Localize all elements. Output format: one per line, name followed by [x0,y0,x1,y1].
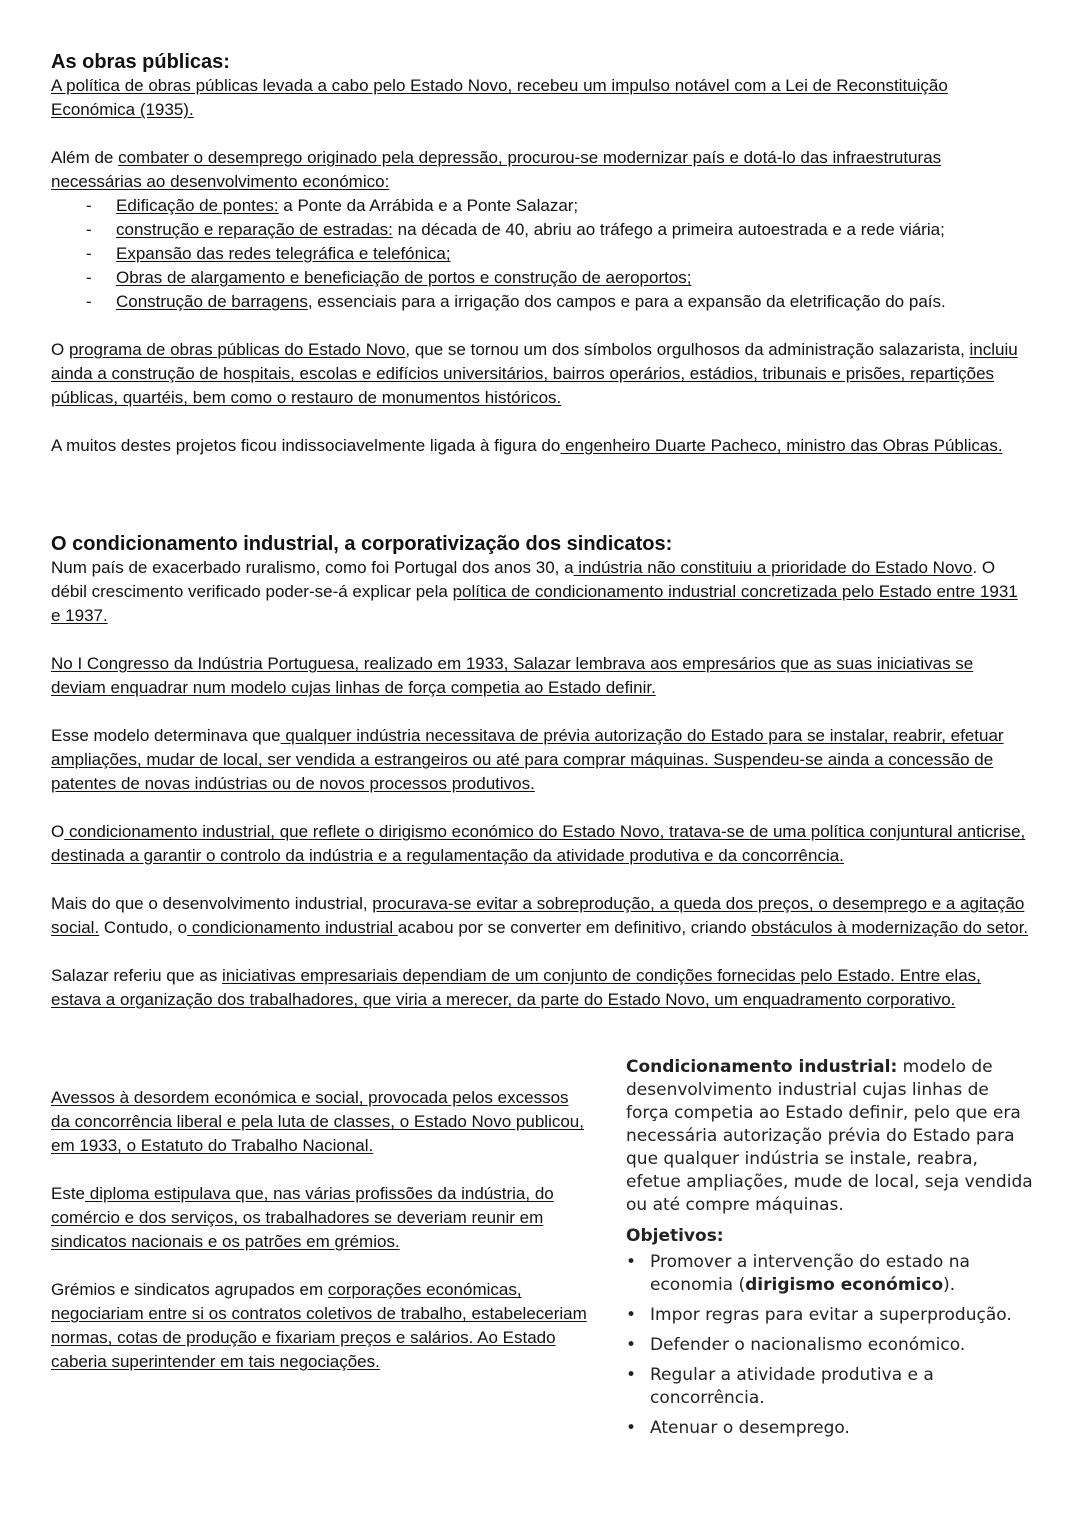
paragraph: Avessos à desordem económica e social, provocada pelos excessos da concorrência liberal e pela luta de classes, o Estado Novo publicou, em 1933, o Estatuto do Trabalho Nacional. [51,1088,584,1155]
list-item: - construção e reparação de estradas: na década de 40, abriu ao tráfego a primeira autoestrada e a rede viária; [51,218,1031,242]
list-item: - Expansão das redes telegráfica e telefónica; [51,242,1031,266]
paragraph: O condicionamento industrial, que reflete o dirigismo económico do Estado Novo, tratava-se de uma política conjuntural anticrise, destinada a garantir o controlo da indústria e a regulamentação da atividade produtiva e da concorrência. [51,822,1026,865]
list-item: - Construção de barragens, essenciais para a irrigação dos campos e para a expansão da eletrificação do país. [51,290,1031,314]
paragraph: Esse modelo determinava que qualquer indústria necessitava de prévia autorização do Estado para se instalar, reabrir, efetuar ampliações, mudar de local, ser vendida a estrangeiros ou até para comprar máquinas. Suspendeu-se ainda a concessão de patentes de novas indústrias ou de novos processos produtivos. [51,726,1004,793]
objectives-title: Objetivos: [626,1226,724,1246]
paragraph: Num país de exacerbado ruralismo, como foi Portugal dos anos 30, a indústria não constituiu a prioridade do Estado Novo. O débil crescimento verificado poder-se-á explicar pela política de condicionamento industrial concretizada pelo Estado entre 1931 e 1937. [51,558,1018,625]
paragraph: Grémios e sindicatos agrupados em corporações económicas, negociariam entre si os contratos coletivos de trabalho, estabeleceriam normas, cotas de produção e fixariam preços e salários. Ao Estado caberia superintender em tais negociações. [51,1280,587,1371]
list-item: - Obras de alargamento e beneficiação de portos e construção de aeroportos; [51,266,1031,290]
paragraph: A muitos destes projetos ficou indissociavelmente ligada à figura do engenheiro Duarte Pacheco, ministro das Obras Públicas. [51,436,1003,455]
section-condicionamento [51,532,1031,1012]
section-obras-publicas [51,50,1031,458]
works-list [51,194,1031,314]
paragraph: Mais do que o desenvolvimento industrial, procurava-se evitar a sobreprodução, a queda dos preços, o desemprego e a agitação social. Contudo, o condicionamento industrial acabou por se converter em definitivo, criando obstáculos à modernização do setor. [51,894,1029,937]
paragraph: Salazar referiu que as iniciativas empresariais dependiam de um conjunto de condições fornecidas pelo Estado. Entre elas, estava a organização dos trabalhadores, que viria a merecer, da parte do Estado Novo, um enquadramento corporativo. [51,966,981,1009]
objectives-list [626,1251,1036,1440]
objective-item: • Impor regras para evitar a superprodução. [626,1304,1036,1327]
paragraph: Além de combater o desemprego originado pela depressão, procurou-se modernizar país e dotá-lo das infraestruturas necessárias ao desenvolvimento económico: [51,148,942,191]
objective-item: • Promover a intervenção do estado na economia (dirigismo económico). [626,1251,1036,1297]
paragraph: O programa de obras públicas do Estado Novo, que se tornou um dos símbolos orgulhosos da administração salazarista, incluiu ainda a construção de hospitais, escolas e edifícios universitários, bairros operários, estádios, tribunais e prisões, repartições públicas, quartéis, bem como o restauro de monumentos históricos. [51,340,1018,407]
paragraph: No I Congresso da Indústria Portuguesa, realizado em 1933, Salazar lembrava aos empresários que as suas iniciativas se deviam enquadrar num modelo cujas linhas de força competia ao Estado definir. [51,654,974,697]
paragraph: Este diploma estipulava que, nas várias profissões da indústria, do comércio e dos serviços, os trabalhadores se deveriam reunir em sindicatos nacionais e os patrões em grémios. [51,1184,554,1251]
section-title: As obras públicas: [51,51,230,73]
left-column [51,1086,591,1374]
objective-item: • Defender o nacionalismo económico. [626,1334,1036,1357]
list-item: - Edificação de pontes: a Ponte da Arrábida e a Ponte Salazar; [51,194,1031,218]
objective-item: • Regular a atividade produtiva e a concorrência. [626,1364,1036,1410]
objective-item: • Atenuar o desemprego. [626,1417,1036,1440]
paragraph: A política de obras públicas levada a cabo pelo Estado Novo, recebeu um impulso notável com a Lei de Reconstituição Económica (1935). [51,76,948,119]
definition: Condicionamento industrial: modelo de desenvolvimento industrial cujas linhas de força competia ao Estado definir, pelo que era necessária autorização prévia do Estado para que qualquer indústria se instale, reabra, efetue ampliações, mude de local, seja vendida ou até compre máquinas. [626,1057,1033,1215]
definition-box [626,1056,1036,1447]
section-title: O condicionamento industrial, a corporativização dos sindicatos: [51,533,673,555]
term: Condicionamento industrial: [626,1057,898,1077]
